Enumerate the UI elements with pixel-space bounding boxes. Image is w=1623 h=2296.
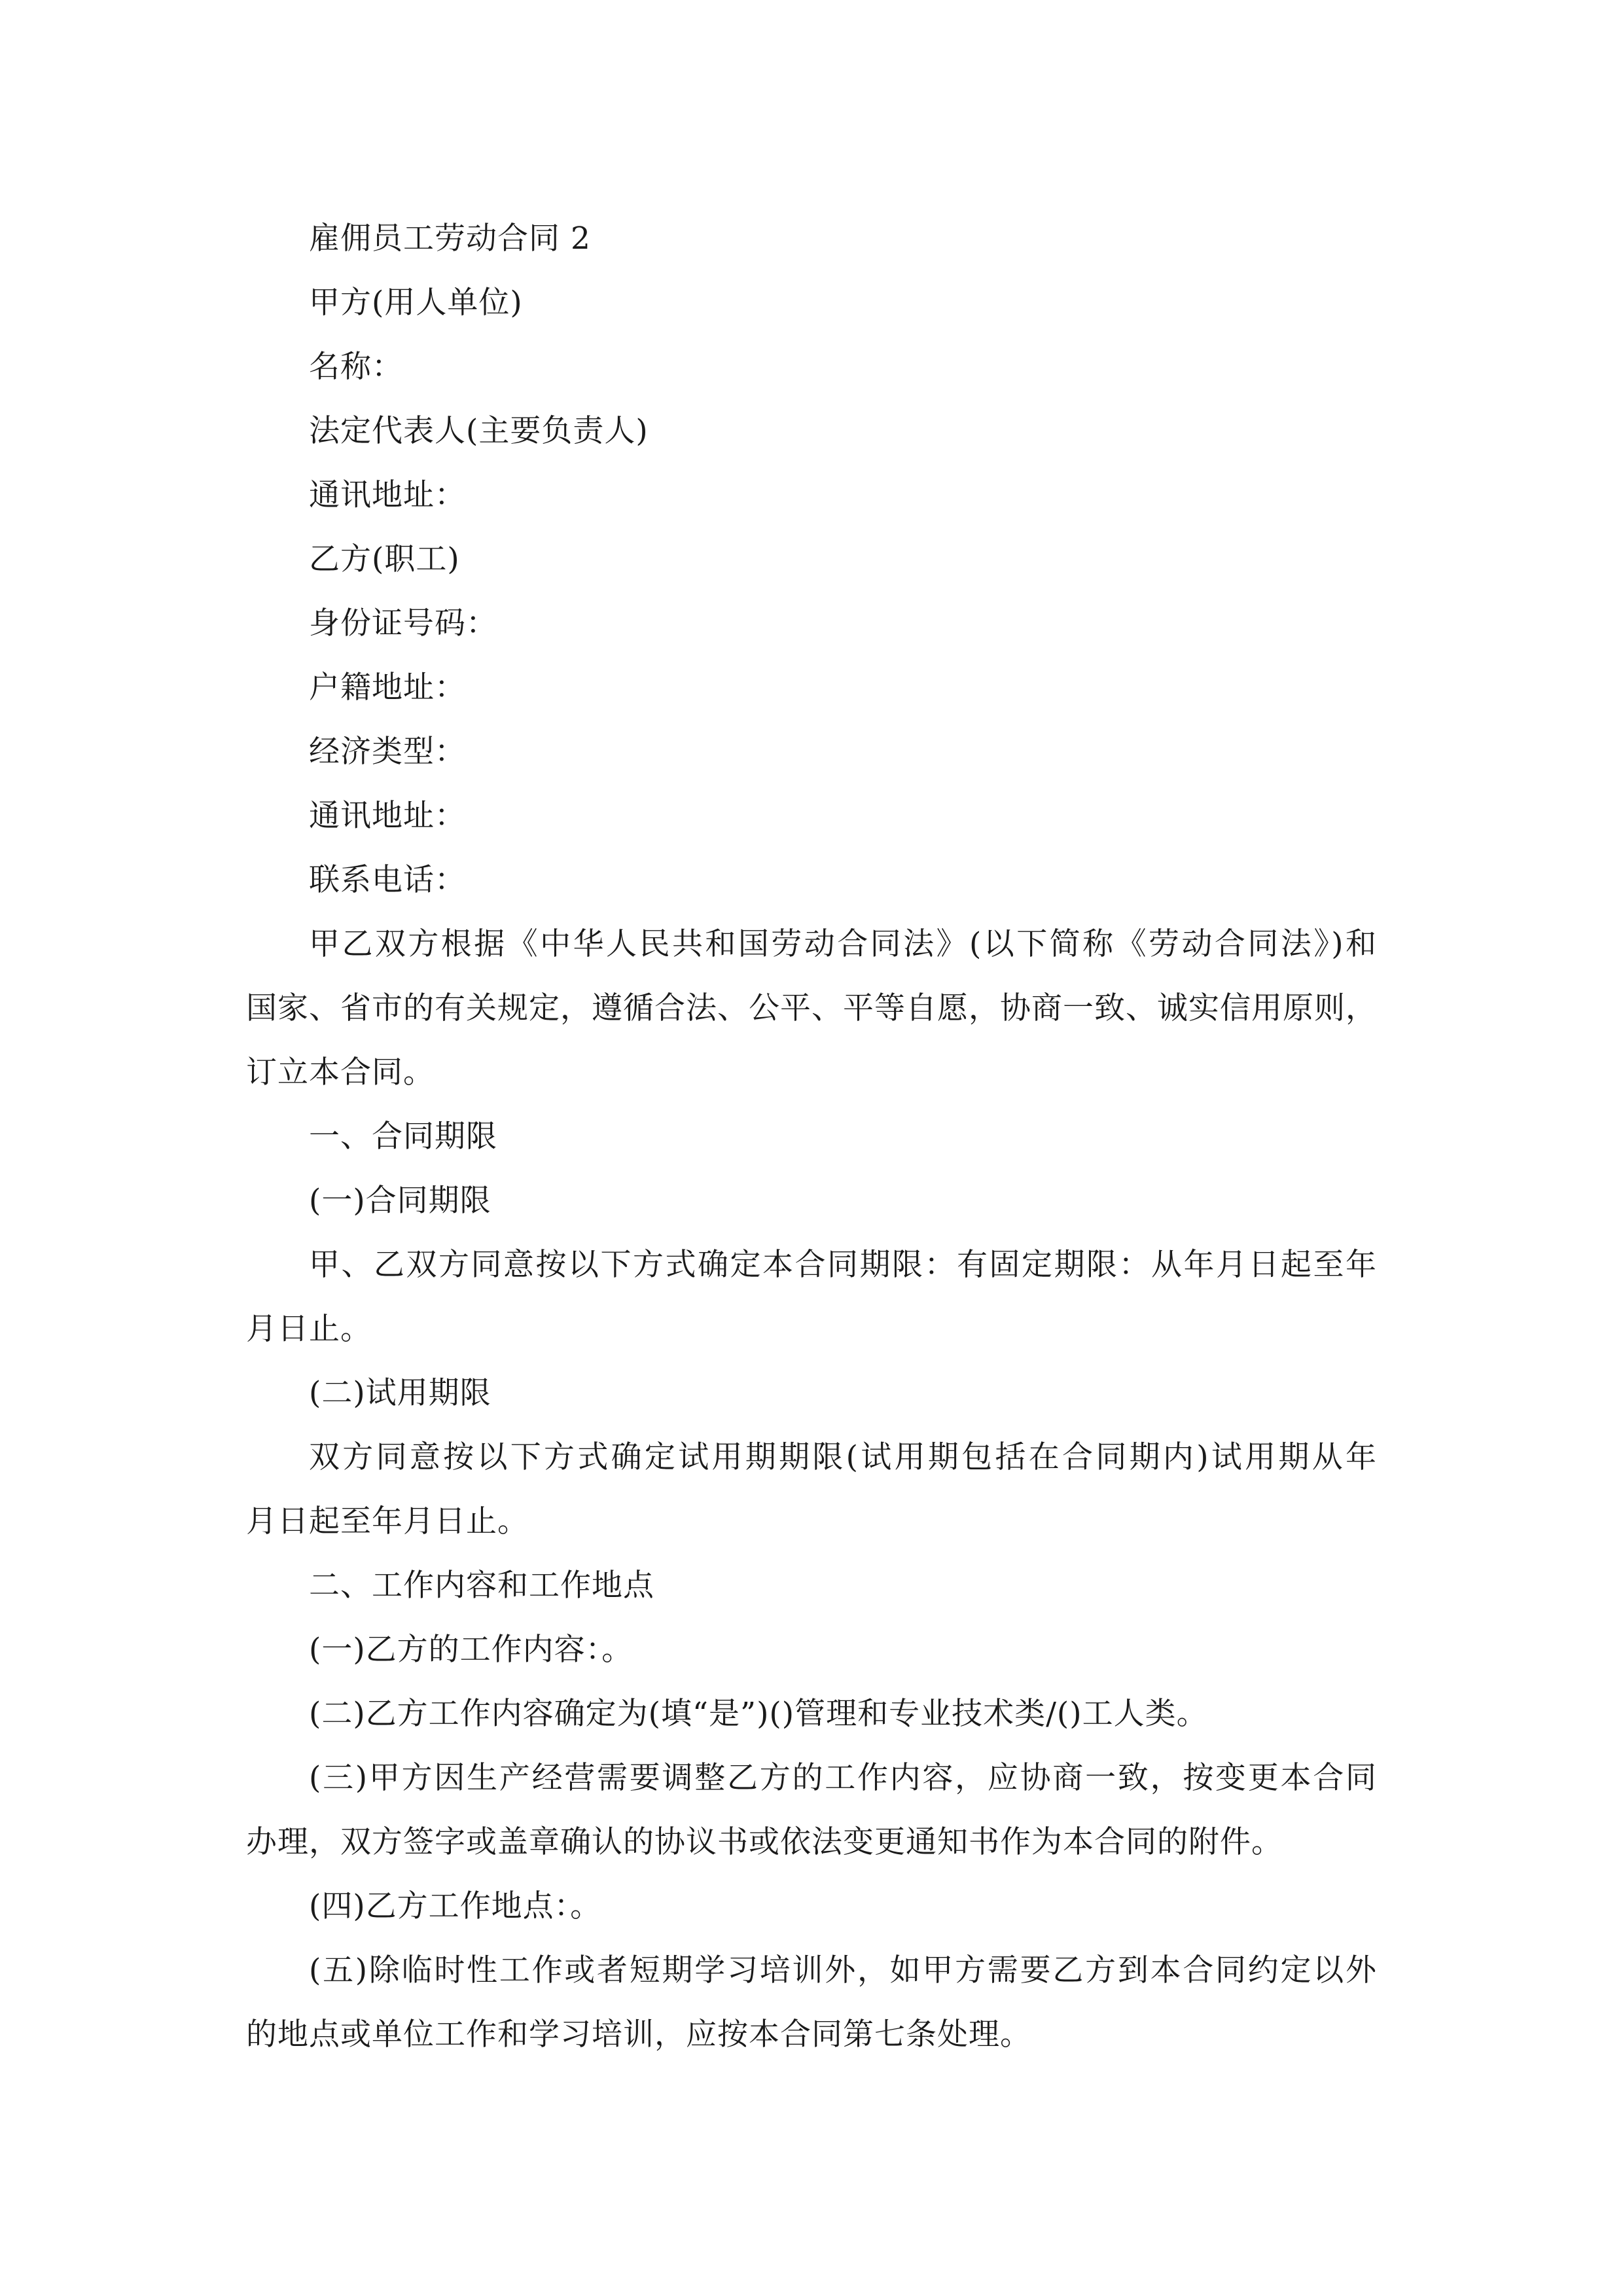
party-b-economy-type-label: 经济类型：	[309, 734, 466, 770]
paragraph-line: 双方同意按以下方式确定试用期期限(试用期包括在合同期内)试用期从年	[309, 1439, 1377, 1475]
party-a-name-label: 名称：	[309, 349, 403, 385]
clause-item: 办理，双方签字或盖章确认的协议书或依法变更通知书作为本合同的附件。	[246, 1824, 1283, 1860]
document-title: 雇佣员工劳动合同 2	[309, 221, 591, 257]
party-b-id-label: 身份证号码：	[309, 605, 497, 641]
clause-item: 的地点或单位工作和学习培训，应按本合同第七条处理。	[246, 2017, 1031, 2053]
party-b-household-label: 户籍地址：	[309, 670, 466, 706]
party-b-phone-label: 联系电话：	[309, 862, 466, 898]
subsection-heading: (一)合同期限	[309, 1183, 491, 1219]
preamble-line: 订立本合同。	[246, 1054, 435, 1090]
paragraph-line: 甲、乙双方同意按以下方式确定本合同期限：有固定期限：从年月日起至年	[309, 1247, 1377, 1283]
document-body	[246, 207, 1377, 2067]
preamble-line: 甲乙双方根据《中华人民共和国劳动合同法》(以下简称《劳动合同法》)和	[309, 926, 1377, 962]
party-a-address-label: 通讯地址：	[309, 477, 466, 513]
section-heading: 二、工作内容和工作地点	[309, 1568, 654, 1604]
party-b-address-label: 通讯地址：	[309, 798, 466, 834]
clause-item: (一)乙方的工作内容：。	[309, 1632, 633, 1668]
party-a-heading: 甲方(用人单位)	[309, 285, 523, 321]
clause-item: (三)甲方因生产经营需要调整乙方的工作内容，应协商一致，按变更本合同	[309, 1760, 1377, 1796]
paragraph-line: 月日止。	[246, 1311, 372, 1347]
clause-item: (二)乙方工作内容确定为(填“是”)()管理和专业技术类/()工人类。	[309, 1696, 1208, 1732]
party-b-heading: 乙方(职工)	[309, 541, 460, 577]
party-a-legal-rep-label: 法定代表人(主要负责人)	[309, 413, 649, 449]
clause-item: (五)除临时性工作或者短期学习培训外，如甲方需要乙方到本合同约定以外	[309, 1952, 1377, 1988]
clause-item: (四)乙方工作地点：。	[309, 1888, 602, 1924]
preamble-line: 国家、省市的有关规定，遵循合法、公平、平等自愿，协商一致、诚实信用原则，	[246, 990, 1377, 1026]
subsection-heading: (二)试用期限	[309, 1375, 491, 1411]
section-heading: 一、合同期限	[309, 1119, 497, 1155]
paragraph-line: 月日起至年月日止。	[246, 1503, 529, 1539]
